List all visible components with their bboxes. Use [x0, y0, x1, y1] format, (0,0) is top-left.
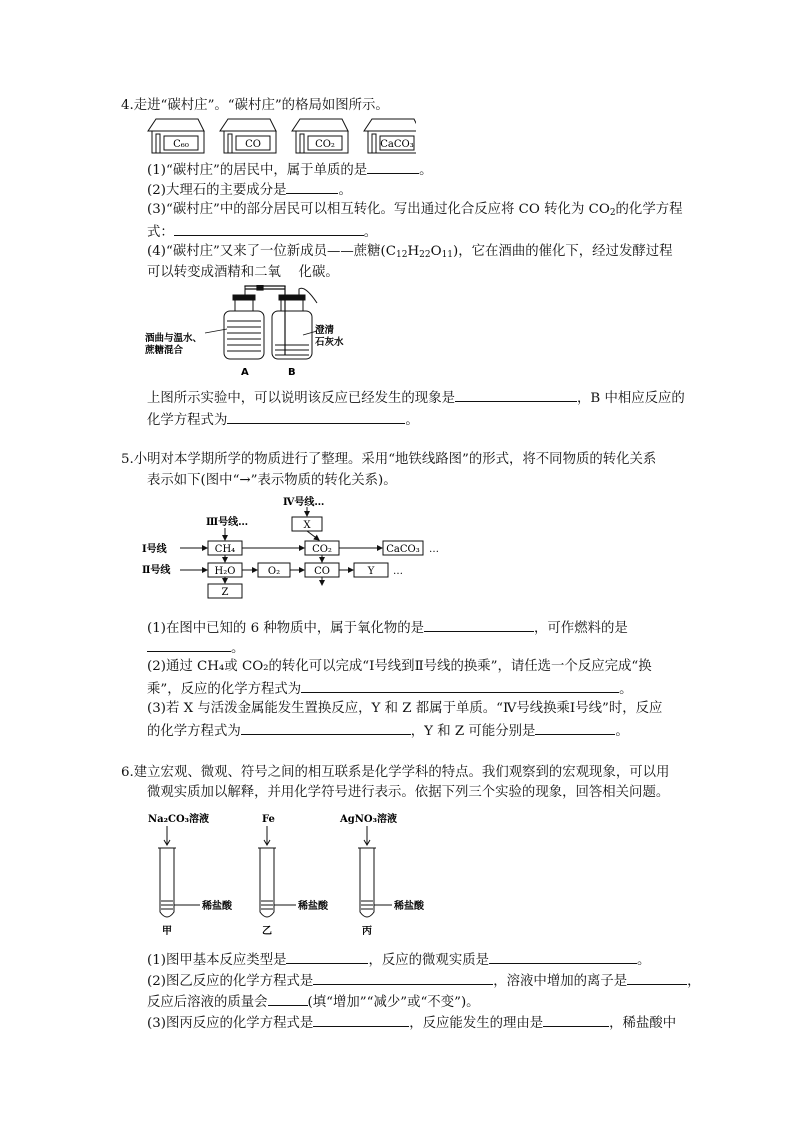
- q5-part1-line2: 。: [147, 638, 244, 658]
- q4-part5-line2: 化学方程式为 。: [147, 410, 419, 430]
- node-z-label: Z: [221, 587, 229, 598]
- tube-yi-arrow: [264, 826, 270, 845]
- tube-yi-name: 乙: [262, 926, 272, 937]
- answer-blank[interactable]: [455, 388, 577, 402]
- q4-part4-line2: 可以转变成酒精和二氧 化碳。: [147, 265, 339, 280]
- ellipsis-y: …: [393, 566, 403, 577]
- subway-map-diagram: [140, 493, 460, 601]
- tube-yi: [260, 848, 274, 917]
- answer-blank[interactable]: [147, 638, 231, 652]
- node-co2-label: CO₂: [312, 544, 332, 555]
- q4-part1: (1)“碳村庄”的居民中，属于单质的是 。: [147, 160, 433, 180]
- answer-blank[interactable]: [301, 679, 619, 693]
- answer-blank[interactable]: [627, 971, 687, 985]
- test-tube-experiments: [140, 808, 460, 940]
- node-y-label: Y: [367, 566, 375, 577]
- q5-part3-line1: (3)若 X 与活泼金属能发生置换反应，Y 和 Z 都属于单质。“Ⅳ号线换乘Ⅰ号线”时，反应: [147, 701, 663, 716]
- tube-bing: [360, 848, 374, 917]
- line3-label: Ⅲ号线…: [206, 517, 249, 528]
- carbon-village-houses: [146, 117, 416, 155]
- answer-blank[interactable]: [543, 1013, 609, 1027]
- q4-part4-line1: (4)“碳村庄”又来了一位新成员——蔗糖$(C_{12}H_{22}O_{11})$，它在酒曲的催化下，经过发酵过程: [147, 244, 673, 260]
- q6-part1: (1)图甲基本反应类型是 ，反应的微观实质是 。: [147, 950, 650, 970]
- answer-blank[interactable]: [313, 971, 493, 985]
- answer-blank[interactable]: [227, 410, 405, 424]
- bottle-a: [224, 287, 264, 359]
- answer-blank[interactable]: [286, 950, 368, 964]
- bottle-b-label-line1: 澄清: [315, 325, 335, 336]
- q5-intro-line1: 5.小明对本学期所学的物质进行了整理。采用“地铁线路图”的形式，将不同物质的转化关系: [121, 452, 657, 467]
- ellipsis-caco3: …: [429, 544, 439, 555]
- house-label-c60: C₆₀: [173, 139, 189, 150]
- node-x-label: X: [303, 520, 311, 531]
- q5-part1-line1: (1)在图中已知的 6 种物质中，属于氧化物的是 ，可作燃料的是: [147, 618, 628, 638]
- tube-jia-name: 甲: [162, 926, 172, 937]
- node-h2o-label: H₂O: [214, 566, 236, 577]
- q4-part3-line2: 式： 。: [147, 222, 377, 242]
- answer-blank[interactable]: [489, 950, 637, 964]
- q4-part2: (2)大理石的主要成分是 。: [147, 180, 352, 200]
- q4-part3-line1: (3)“碳村庄”中的部分居民可以相互转化。写出通过化合反应将 CO 转化为 $CO_2$的化学方程: [147, 202, 683, 218]
- q6-part2-line1: (2)图乙反应的化学方程式是 ，溶液中增加的离子是 ，: [147, 971, 701, 991]
- fermentation-apparatus: [145, 285, 365, 380]
- tube-jia-acid: 稀盐酸: [202, 901, 232, 912]
- tube-bing-name: 丙: [362, 926, 372, 937]
- answer-blank[interactable]: [313, 1013, 409, 1027]
- node-ch4-label: CH₄: [214, 544, 236, 555]
- answer-blank[interactable]: [286, 180, 338, 194]
- house-label-co: CO: [245, 139, 261, 150]
- bottle-a-letter: A: [241, 367, 249, 378]
- tube-bing-acid: 稀盐酸: [394, 901, 424, 912]
- answer-blank[interactable]: [424, 618, 534, 632]
- answer-blank[interactable]: [535, 721, 615, 735]
- tube-yi-reagent: Fe: [262, 814, 275, 825]
- answer-blank[interactable]: [268, 992, 308, 1006]
- node-o2-label: O₂: [267, 566, 281, 577]
- q5-part3-line2: 的化学方程式为 ，Y 和 Z 可能分别是 。: [147, 721, 629, 741]
- q4-part5-line1: 上图所示实验中，可以说明该反应已经发生的现象是 ，B 中相应反应的: [147, 388, 685, 408]
- q6-part2-line2: 反应后溶液的质量会 (填“增加”“减少”或“不变”)。: [147, 992, 480, 1012]
- line1-label: Ⅰ号线: [142, 544, 167, 555]
- bottle-a-label-line2: 蔗糖混合: [145, 345, 184, 356]
- bottle-b: [272, 288, 317, 359]
- house-label-co2: CO₂: [315, 139, 335, 150]
- tube-jia-arrow: [164, 826, 170, 845]
- tube-jia-reagent: Na₂CO₃溶液: [148, 814, 210, 825]
- line4-label: Ⅳ号线…: [283, 497, 325, 508]
- tube-bing-arrow: [364, 826, 370, 845]
- q5-intro-line2: 表示如下(图中“→”表示物质的转化关系)。: [147, 473, 397, 488]
- answer-blank[interactable]: [241, 721, 411, 735]
- line2-label: Ⅱ号线: [142, 565, 171, 576]
- answer-blank[interactable]: [367, 160, 419, 174]
- tube-jia: [160, 848, 174, 917]
- q6-intro-line2: 微观实质加以解释，并用化学符号进行表示。依据下列三个实验的现象，回答相关问题。: [147, 785, 670, 800]
- node-caco3-label: CaCO₃: [386, 544, 420, 555]
- q5-part2-line2: 乘”，反应的化学方程式为 。: [147, 679, 633, 699]
- q5-part2-line1: (2)通过 CH₄或 CO₂的转化可以完成“Ⅰ号线到Ⅱ号线的换乘”，请任选一个反应完成“换: [147, 659, 652, 674]
- bottle-a-label-line1: 酒曲与温水、: [145, 333, 203, 344]
- q6-part3-line1: (3)图丙反应的化学方程式是 ，反应能发生的理由是 ，稀盐酸中: [147, 1013, 676, 1033]
- q6-intro-line1: 6.建立宏观、微观、符号之间的相互联系是化学学科的特点。我们观察到的宏观现象，可以用: [121, 765, 670, 780]
- bottle-b-letter: B: [288, 367, 296, 378]
- bottle-b-label-line2: 石灰水: [315, 337, 344, 348]
- answer-blank[interactable]: [174, 222, 364, 236]
- q4-intro: 4.走进“碳村庄”。“碳村庄”的格局如图所示。: [121, 98, 389, 113]
- tube-yi-acid: 稀盐酸: [298, 901, 328, 912]
- node-co-label: CO: [314, 566, 330, 577]
- tube-bing-reagent: AgNO₃溶液: [340, 814, 397, 825]
- house-label-caco3: CaCO₃: [380, 139, 414, 150]
